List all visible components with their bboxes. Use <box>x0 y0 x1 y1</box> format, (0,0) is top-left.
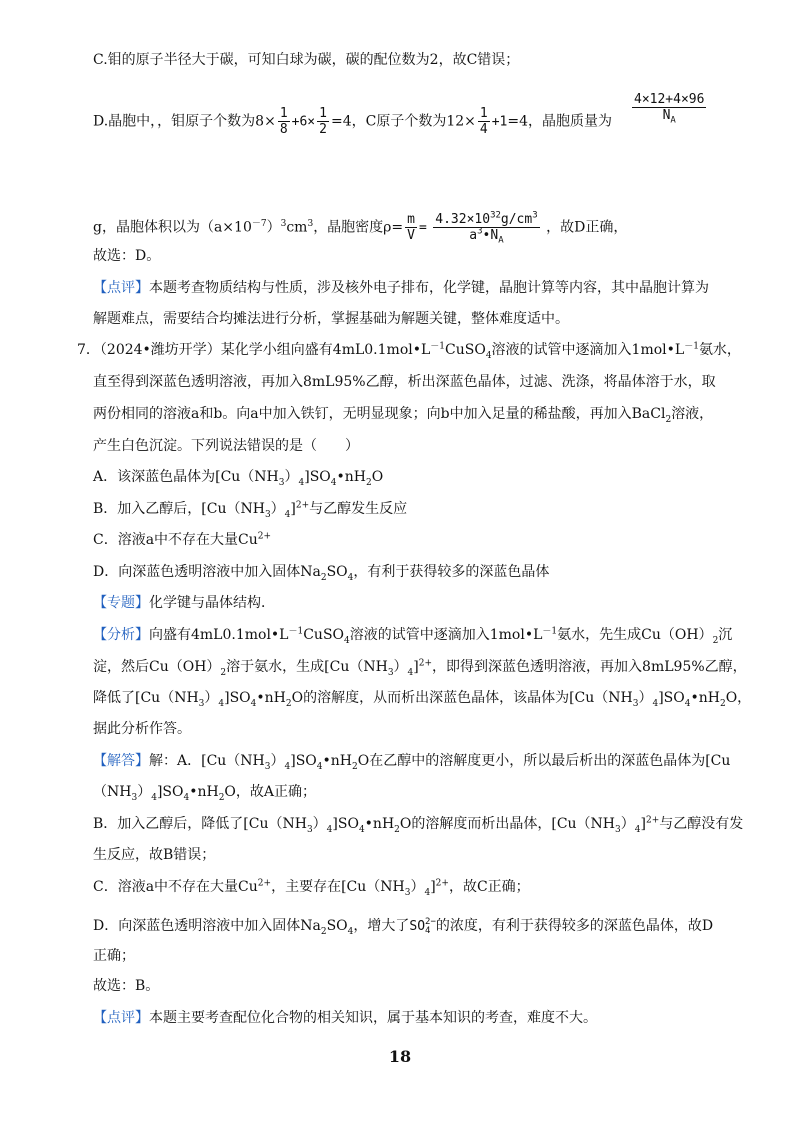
text-line: $(NH_3)_4]SO_4•nH_2O$，故A正确； <box>93 784 317 803</box>
fraction: $\frac{1}{8}$ <box>279 106 288 137</box>
text-line: 正确； <box>93 948 135 964</box>
text-line: 【解答】解：A．$[Cu(NH_3)_4]SO_4•nH_2O$在乙醇中的溶解度更小，所以最后析出的深蓝色晶体为[Cu <box>93 753 731 772</box>
question-line: 7．（2024•潍坊开学）某化学小组向盛有$4mL0.1mol•L^{-1}CuSO_4$溶液的试管中逐滴加入$1mol•L^{-1}$氨水， <box>77 341 741 361</box>
option-c: C．溶液a中不存在大量$Cu^{2+}$ <box>93 531 272 548</box>
fraction: $\frac{1}{4}$ <box>479 106 488 137</box>
text-line: 降低了$[Cu(NH_3)_4]SO_4•nH_2O$的溶解度，从而析出深蓝色晶体，该晶体为$[Cu(NH_3)_4]SO_4•nH_2O$， <box>93 690 752 709</box>
text-line: D.晶胞中，，钼原子个数为8× $\frac{1}{8}$ +6× $\frac{1}{2}$ =4，C原子个数为12× $\frac{1}{4}$ +1=4，晶胞质量为 <box>93 106 612 137</box>
text-line: C．溶液a中不存在大量$Cu^{2+}$，主要存在$[Cu(NH_3)_4]^{2+}$，故C正确； <box>93 878 530 898</box>
text-line: B．加入乙醇后，降低了$[Cu(NH_3)_4]SO_4•nH_2O$的溶解度而析出晶体，$[Cu(NH_3)_4]^{2+}$与乙醇没有发 <box>93 815 744 835</box>
fraction: $\frac{1}{2}$ <box>319 106 327 137</box>
text-line: g，晶胞体积以为$(a\times 10^{-7})^3cm^3$，晶胞密度ρ= $\frac{m}{V}$ = $\frac{4.32\times 10^{32}g/cm^3}{a^3•N_A}$ ，故D正确， <box>93 210 628 246</box>
option-b: B．加入乙醇后，$[Cu(NH_3)_4]^{2+}$与乙醇发生反应 <box>93 500 408 520</box>
text-line: C.钼的原子半径大于碳，可知白球为碳，碳的配位数为2，故C错误； <box>93 52 520 68</box>
text-line: 直至得到深蓝色透明溶液，再加入8mL95%乙醇，析出深蓝色晶体，过滤、洗涤，将晶体溶于水，取 <box>93 374 716 390</box>
text-line: 生反应，故B错误； <box>93 847 216 863</box>
mass-fraction: $\frac{4\times 12+4\times 96}{N_A}$ <box>634 92 705 126</box>
page-number: 18 <box>388 1047 412 1066</box>
text-line: 产生白色沉淀。下列说法错误的是（ ） <box>93 438 359 454</box>
sulfate-ion: SO 2− 4 <box>409 916 436 936</box>
text-line: 【点评】本题考查物质结构与性质，涉及核外电子排布，化学键，晶胞计算等内容，其中晶胞计算为 <box>93 280 709 296</box>
text-line: 据此分析作答。 <box>93 721 191 737</box>
text-line: 解题难点，需要结合均摊法进行分析，掌握基础为解题关键，整体难度适中。 <box>93 311 569 327</box>
text-line: 故选：B。 <box>93 978 160 994</box>
density-fraction: $\frac{4.32\times 10^{32}g/cm^3}{a^3•N_A}$ <box>435 210 538 246</box>
text-line: 【点评】本题主要考查配位化合物的相关知识，属于基本知识的考查，难度不大。 <box>93 1010 597 1026</box>
option-d: D．向深蓝色透明溶液中加入固体$Na_2SO_4$，有利于获得较多的深蓝色晶体 <box>93 564 550 583</box>
text-line: 【分析】向盛有$4mL0.1mol•L^{-1}CuSO_4$溶液的试管中逐滴加入$1mol•L^{-1}$氨水，先生成$Cu(OH)_2$沉 <box>93 626 733 646</box>
text-line: 故选：D。 <box>93 248 161 264</box>
text-line: 【专题】化学键与晶体结构． <box>93 595 275 611</box>
option-a: A．该深蓝色晶体为$[Cu(NH_3)_4]SO_4•nH_2O$ <box>93 469 384 488</box>
text-line: 淀，然后$Cu(OH)_2$溶于氨水，生成$[Cu(NH_3)_4]^{2+}$，即得到深蓝色透明溶液，再加入8mL95%乙醇， <box>93 658 747 678</box>
fraction: $\frac{m}{V}$ <box>407 212 415 243</box>
text-line: D．向深蓝色透明溶液中加入固体$Na_2SO_4$，增大了SO 2− 4 的浓度，有利于获得较多的深蓝色晶体，故D <box>93 916 714 937</box>
text-line: 两份相同的溶液a和b。向a中加入铁钉，无明显现象；向b中加入足量的稀盐酸，再加入BaCl$_2$溶液， <box>93 406 714 425</box>
